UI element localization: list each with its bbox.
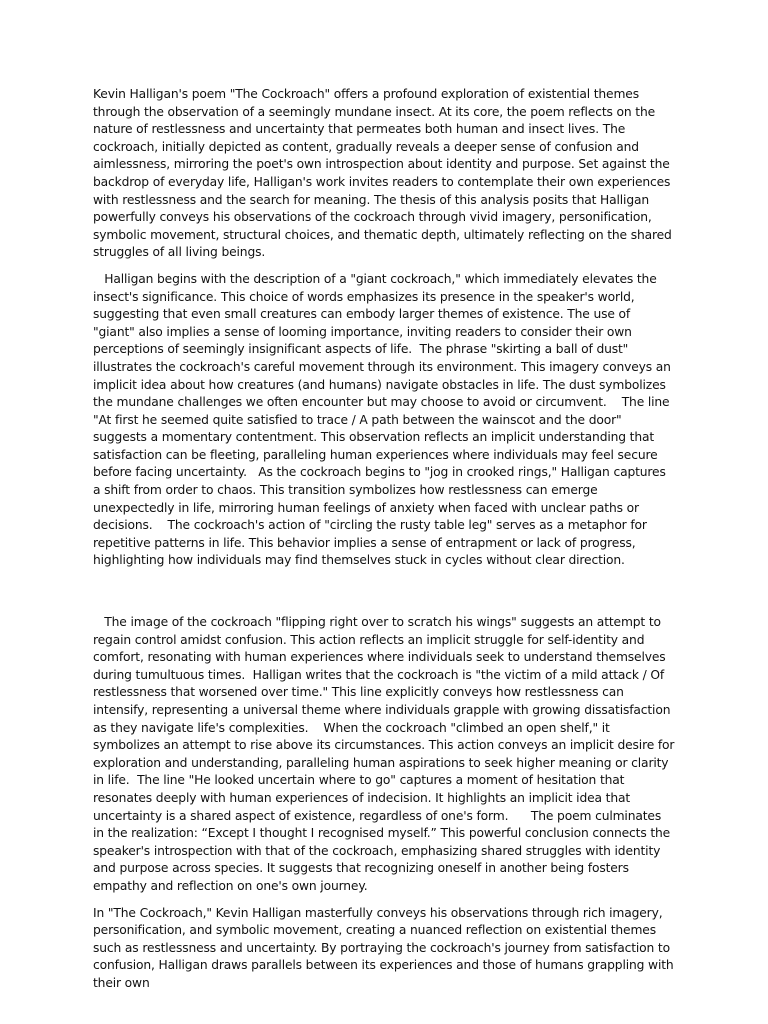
analysis-paragraph-1: Halligan begins with the description of a "giant cockroach," which immediately elevates the insect's significance. This choice of words emphasizes its presence in the speaker's world, suggesting that even small creatures can embody larger themes of existence. The use of "giant" also implies a sense of looming importance, inviting readers to consider their own perceptions of seemingly insignificant aspects of life. The phrase "skirting a ball of dust" illustrates the cockroach's careful movement through its environment. This imagery conveys an implicit idea about how creatures (and humans) navigate obstacles in life. The dust symbolizes the mundane challenges we often encounter but may choose to avoid or circumvent. The line "At first he seemed quite satisfied to trace / A path between the wainscot and the door" suggests a momentary contentment. This observation reflects an implicit understanding that satisfaction can be fleeting, paralleling human experiences where individuals may feel secure before facing uncertainty. As the cockroach begins to "jog in crooked rings," Halligan captures a shift from order to chaos. This transition symbolizes how restlessness can emerge unexpectedly in life, mirroring human feelings of anxiety when faced with unclear paths or decisions. The cockroach's action of "circling the rusty table leg" serves as a metaphor for repetitive patterns in life. This behavior implies a sense of entrapment or lack of progress, highlighting how individuals may find themselves stuck in cycles without clear direction. <box>93 271 675 568</box>
conclusion-paragraph: In "The Cockroach," Kevin Halligan masterfully conveys his observations through rich imagery, personification, and symbolic movement, creating a nuanced reflection on existential themes such as restlessness and uncertainty. By portraying the cockroach's journey from satisfaction to confusion, Halligan draws parallels between its experiences and those of humans grappling with their own <box>93 905 678 990</box>
analysis-paragraph-2: The image of the cockroach "flipping right over to scratch his wings" suggests an attempt to regain control amidst confusion. This action reflects an implicit struggle for self-identity and comfort, resonating with human experiences where individuals seek to understand themselves during tumultuous times. Halligan writes that the cockroach is "the victim of a mild attack / Of restlessness that worsened over time." This line explicitly conveys how restlessness can intensify, representing a universal theme where individuals grapple with growing dissatisfaction as they navigate life's complexities. When the cockroach "climbed an open shelf," it symbolizes an attempt to rise above its circumstances. This action conveys an implicit desire for exploration and understanding, paralleling human aspirations to seek higher meaning or clarity in life. The line "He looked uncertain where to go" captures a moment of hesitation that resonates deeply with human experiences of indecision. It highlights an implicit idea that uncertainty is a shared aspect of existence, regardless of one's form. The poem culminates in the realization: “Except I thought I recognised myself.” This powerful conclusion connects the speaker's introspection with that of the cockroach, emphasizing shared struggles with identity and purpose across species. It suggests that recognizing oneself in another being fosters empathy and reflection on one's own journey. <box>93 615 679 893</box>
document-page <box>93 86 679 993</box>
intro-paragraph: Kevin Halligan's poem "The Cockroach" offers a profound exploration of existential themes through the observation of a seemingly mundane insect. At its core, the poem reflects on the nature of restlessness and uncertainty that permeates both human and insect lives. The cockroach, initially depicted as content, gradually reveals a deeper sense of confusion and aimlessness, mirroring the poet's own introspection about identity and purpose. Set against the backdrop of everyday life, Halligan's work invites readers to contemplate their own experiences with restlessness and the search for meaning. The thesis of this analysis posits that Halligan powerfully conveys his observations of the cockroach through vivid imagery, personification, symbolic movement, structural choices, and thematic depth, ultimately reflecting on the shared struggles of all living beings. <box>93 87 676 260</box>
